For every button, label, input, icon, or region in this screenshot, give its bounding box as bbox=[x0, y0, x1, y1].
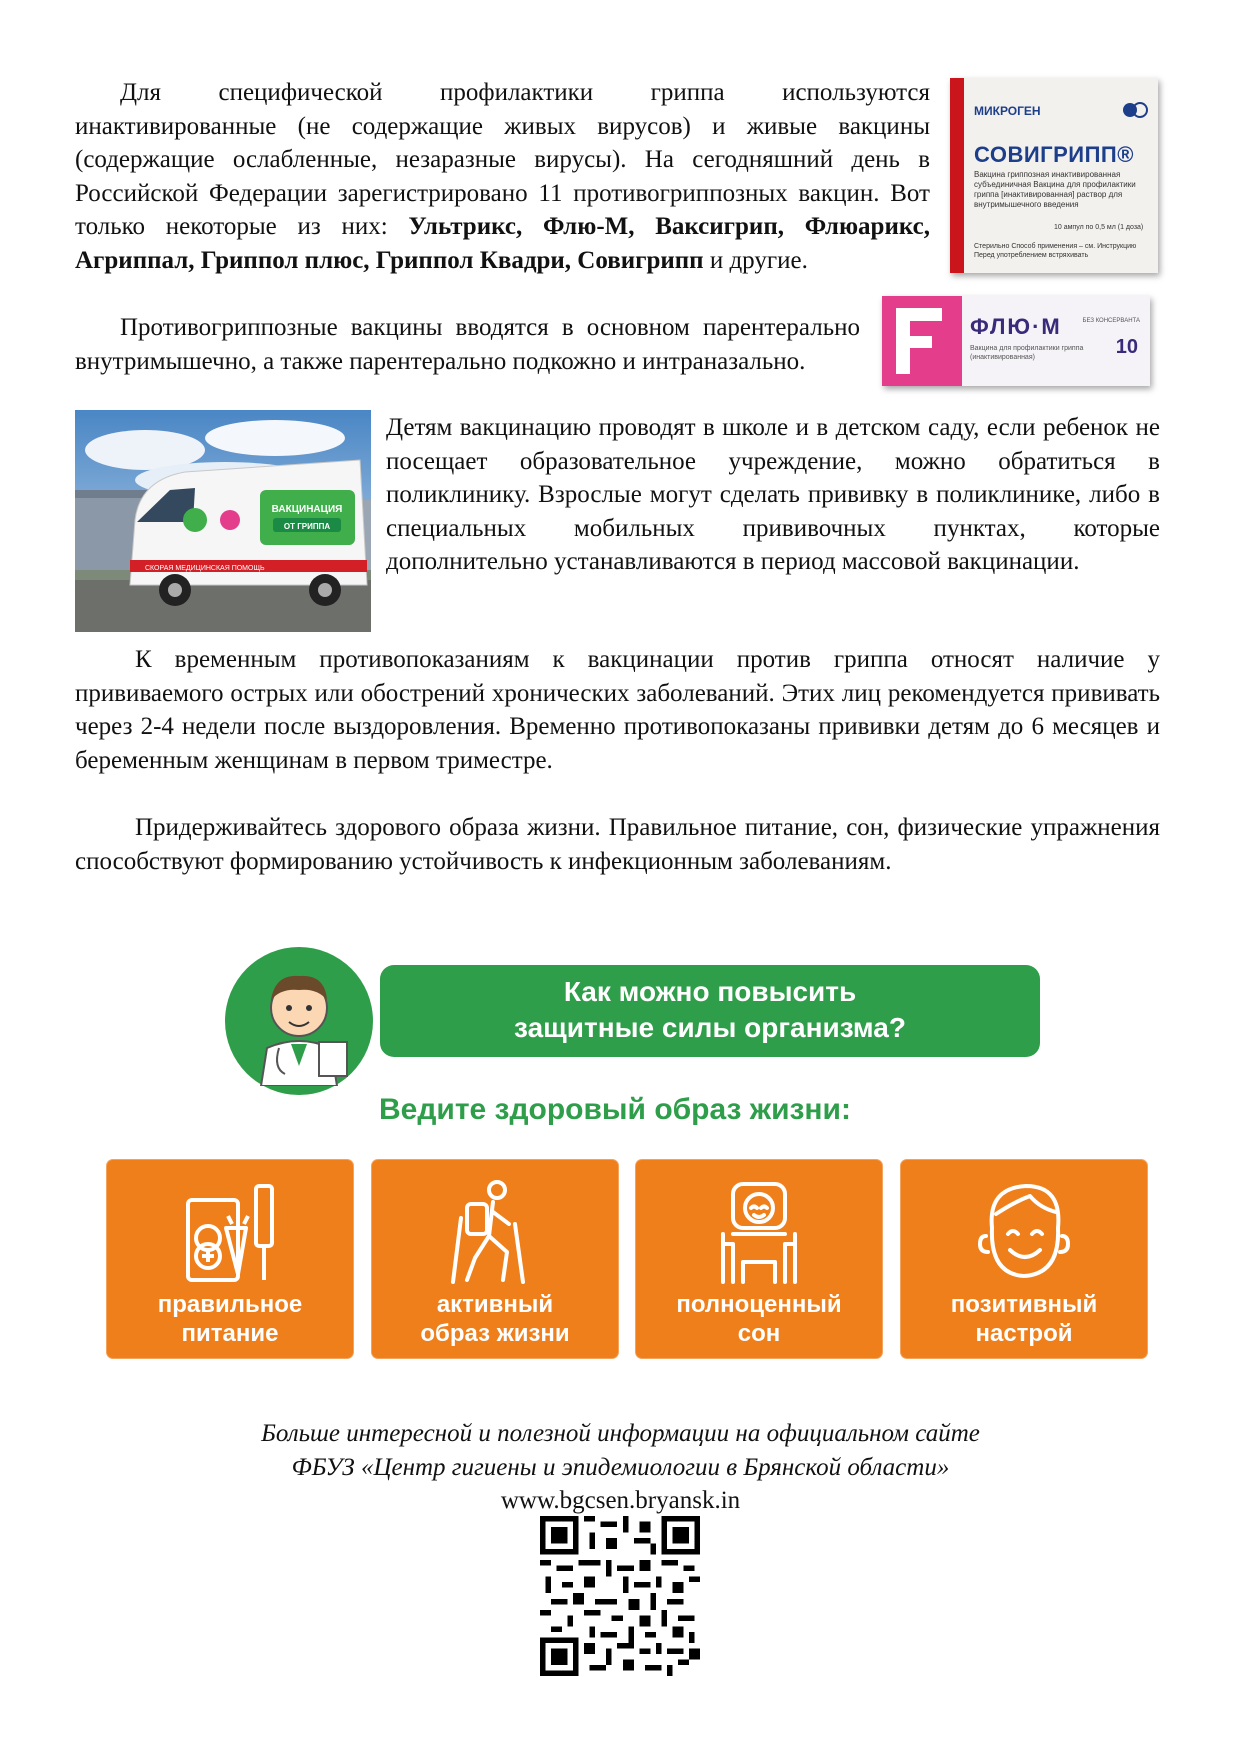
website-url[interactable]: www.bgcsen.bryansk.in bbox=[500, 1487, 741, 1514]
vaccine-description: Вакцина гриппозная инактивированная субъединичная Вакцина для профилактики гриппа [инактивированная] раствор для внутримышечного введения bbox=[974, 170, 1136, 209]
paragraph-administration: Противогриппозные вакцины вводятся в основном парентерально внутримышечно, а также парентерально подкожно и интраназально. bbox=[75, 314, 860, 375]
ambulance-sign-line-1: ВАКЦИНАЦИЯ bbox=[271, 504, 343, 515]
nutrition-icon bbox=[180, 1178, 280, 1288]
qr-code-image bbox=[540, 1516, 700, 1676]
doctor-icon bbox=[239, 956, 359, 1086]
tile-label-line-2: образ жизни bbox=[420, 1320, 570, 1347]
tile-label bbox=[107, 1290, 353, 1348]
tile-label bbox=[901, 1290, 1147, 1348]
tile-positive-mood bbox=[901, 1160, 1147, 1358]
infographic-subtitle: Ведите здоровый образ жизни: bbox=[379, 1093, 851, 1126]
banner-line-2: защитные силы организма? bbox=[514, 1012, 906, 1043]
mobile-vaccination-ambulance-photo bbox=[75, 410, 371, 632]
paragraph-text-end: и другие. bbox=[703, 246, 808, 274]
tile-label-line-2: питание bbox=[181, 1320, 279, 1347]
vaccine-description: Вакцина для профилактики гриппа (инактивированная) bbox=[970, 345, 1084, 361]
tile-label-line-2: настрой bbox=[975, 1320, 1073, 1347]
ambulance-sign-line-2: ОТ ГРИППА bbox=[283, 522, 331, 531]
tile-label-line-1: правильное bbox=[157, 1291, 303, 1318]
paragraph-contraindications: К временным противопоказаниям к вакцинации против гриппа относят наличие у прививаемого острых или обострений хронических заболеваний. Этих лиц рекомендуется прививать через 2-4 недели после выздоровления. Временно противопоказаны прививки детям до 6 месяцев и беременным женщинам в первом триместре. bbox=[75, 646, 1160, 774]
paragraph-vaccines-intro bbox=[75, 76, 930, 277]
brand-logo-icon bbox=[1122, 102, 1148, 118]
tile-full-sleep bbox=[636, 1160, 882, 1358]
vaccine-count: 10 bbox=[1115, 336, 1138, 358]
tile-label-line-1: активный bbox=[436, 1291, 554, 1318]
brand-label: МИКРОГЕН bbox=[974, 104, 1041, 118]
tile-proper-nutrition bbox=[107, 1160, 353, 1358]
tile-label-line-2: сон bbox=[737, 1320, 781, 1347]
vaccine-names-bold: Ультрикс, Флю-М, Ваксигрип, Флюарикс, Агриппал, Гриппол плюс, Гриппол Квадри, Совигрипп bbox=[75, 213, 930, 274]
doctor-avatar bbox=[225, 947, 373, 1095]
hiker-icon bbox=[445, 1178, 545, 1288]
healthy-lifestyle-infographic bbox=[75, 935, 1155, 1385]
sovigripp-box-image bbox=[950, 78, 1158, 273]
vaccine-name: ФЛЮ·М bbox=[970, 314, 1062, 339]
paragraph-text: Для специфической профилактики гриппа используются инактивированные (не содержащие живых вирусов) и живые вакцины (содержащие ослабленные, незаразные вирусы). На сегодняшний день в Российской Федерации зарегистрировано 11 противогриппозных вакцин. Вот только некоторые из них: bbox=[75, 79, 930, 240]
paragraph-where-to-vaccinate: Детям вакцинацию проводят в школе и в детском саду, если ребенок не посещает образовательное учреждение, можно обратиться в поликлинику. Взрослые могут сделать прививку в поликлинике, либо в специальных мобильных прививочных пунктах, которые дополнительно устанавливаются в период массовой вакцинации. bbox=[386, 414, 1160, 575]
footer-line-1: Больше интересной и полезной информации на официальном сайте bbox=[261, 1420, 980, 1447]
vaccine-footer: Стерильно Способ применения – см. Инструкцию Перед употреблением встряхивать bbox=[974, 243, 1137, 259]
tile-label bbox=[372, 1290, 618, 1348]
ambulance-side-text: СКОРАЯ МЕДИЦИНСКАЯ ПОМОЩЬ bbox=[145, 565, 265, 572]
tile-label bbox=[636, 1290, 882, 1348]
footer-line-2: ФБУЗ «Центр гигиены и эпидемиологии в Брянской области» bbox=[291, 1453, 950, 1481]
infographic-banner bbox=[380, 965, 1040, 1057]
flu-m-box-image bbox=[882, 296, 1150, 386]
vaccine-name: СОВИГРИПП® bbox=[974, 142, 1134, 167]
tile-active-lifestyle bbox=[372, 1160, 618, 1358]
flu-m-logo-icon bbox=[882, 296, 962, 386]
vaccine-dose: 10 ампул по 0,5 мл (1 доза) bbox=[1054, 224, 1144, 231]
banner-line-1: Как можно повысить bbox=[563, 976, 857, 1007]
footer bbox=[0, 1417, 1241, 1518]
smiling-face-icon bbox=[974, 1178, 1074, 1288]
vaccine-tag: БЕЗ КОНСЕРВАНТА bbox=[1082, 318, 1140, 324]
tile-label-line-1: полноценный bbox=[676, 1291, 842, 1318]
paragraph-healthy-lifestyle: Придерживайтесь здорового образа жизни. Правильное питание, сон, физические упражнения способствуют формированию устойчивость к инфекционным заболеваниям. bbox=[75, 814, 1160, 875]
tile-label-line-1: позитивный bbox=[950, 1291, 1098, 1318]
sleep-icon bbox=[709, 1178, 809, 1288]
